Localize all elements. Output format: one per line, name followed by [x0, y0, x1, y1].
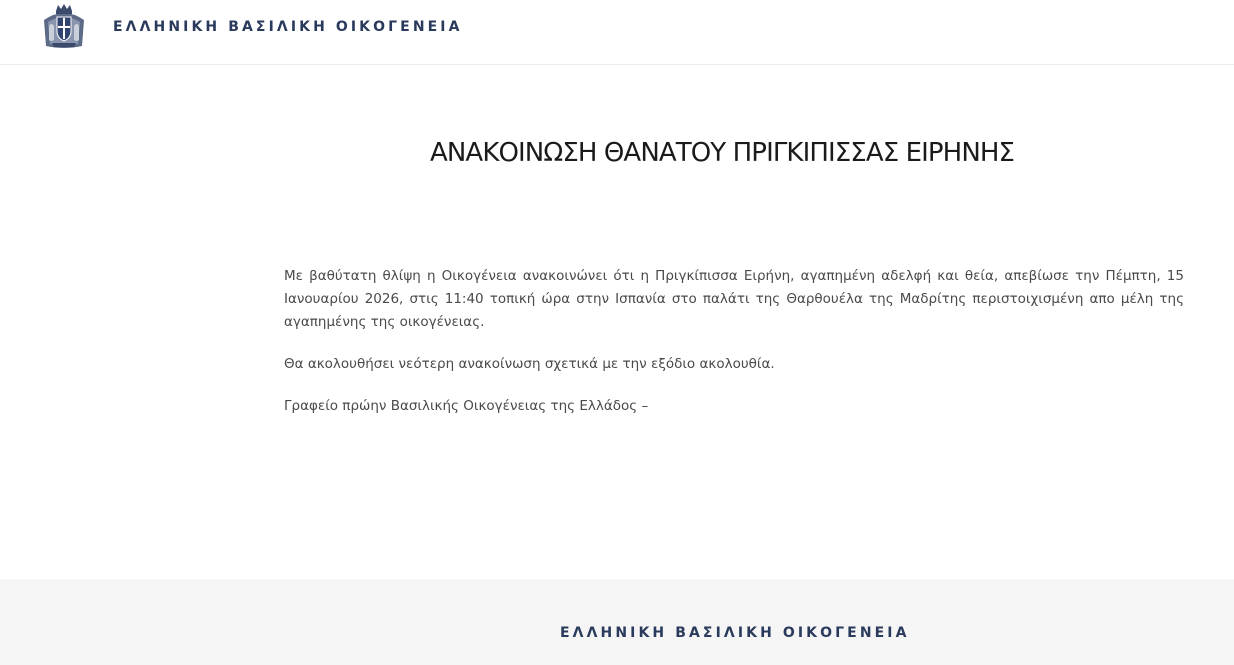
article-paragraph: Θα ακολουθήσει νεότερη ανακοίνωση σχετικά με την εξόδιο ακολουθία.	[284, 356, 775, 372]
page-title: ΑΝΑΚΟΙΝΩΣΗ ΘΑΝΑΤΟΥ ΠΡΙΓΚΙΠΙΣΣΑΣ ΕΙΡΗΝΗΣ	[430, 138, 1015, 168]
royal-coat-of-arms-icon	[40, 2, 88, 50]
site-header	[0, 0, 1234, 65]
footer-site-title[interactable]: ΕΛΛΗΝΙΚΗ ΒΑΣΙΛΙΚΗ ΟΙΚΟΓΕΝΕΙΑ	[560, 625, 910, 641]
home-link[interactable]	[40, 2, 88, 50]
article-body	[284, 265, 1184, 437]
site-footer	[0, 579, 1234, 665]
article-paragraph: Με βαθύτατη θλίψη η Οικογένεια ανακοινώνει ότι η Πριγκίπισσα Ειρήνη, αγαπημένη αδελφή και θεία, απεβίωσε την Πέμπτη, 15 Ιανουαρίου 2026, στις 11:40 τοπική ώρα στην Ισπανία στο παλάτι της Θαρθουέλα της Μαδρίτης περιστοιχισμένη απο μέλη της αγαπημένης της οικογένειας.	[284, 268, 1184, 330]
site-title[interactable]: ΕΛΛΗΝΙΚΗ ΒΑΣΙΛΙΚΗ ΟΙΚΟΓΕΝΕΙΑ	[113, 19, 463, 35]
article-signature: Γραφείο πρώην Βασιλικής Οικογένειας της Ελλάδος –	[284, 398, 649, 414]
